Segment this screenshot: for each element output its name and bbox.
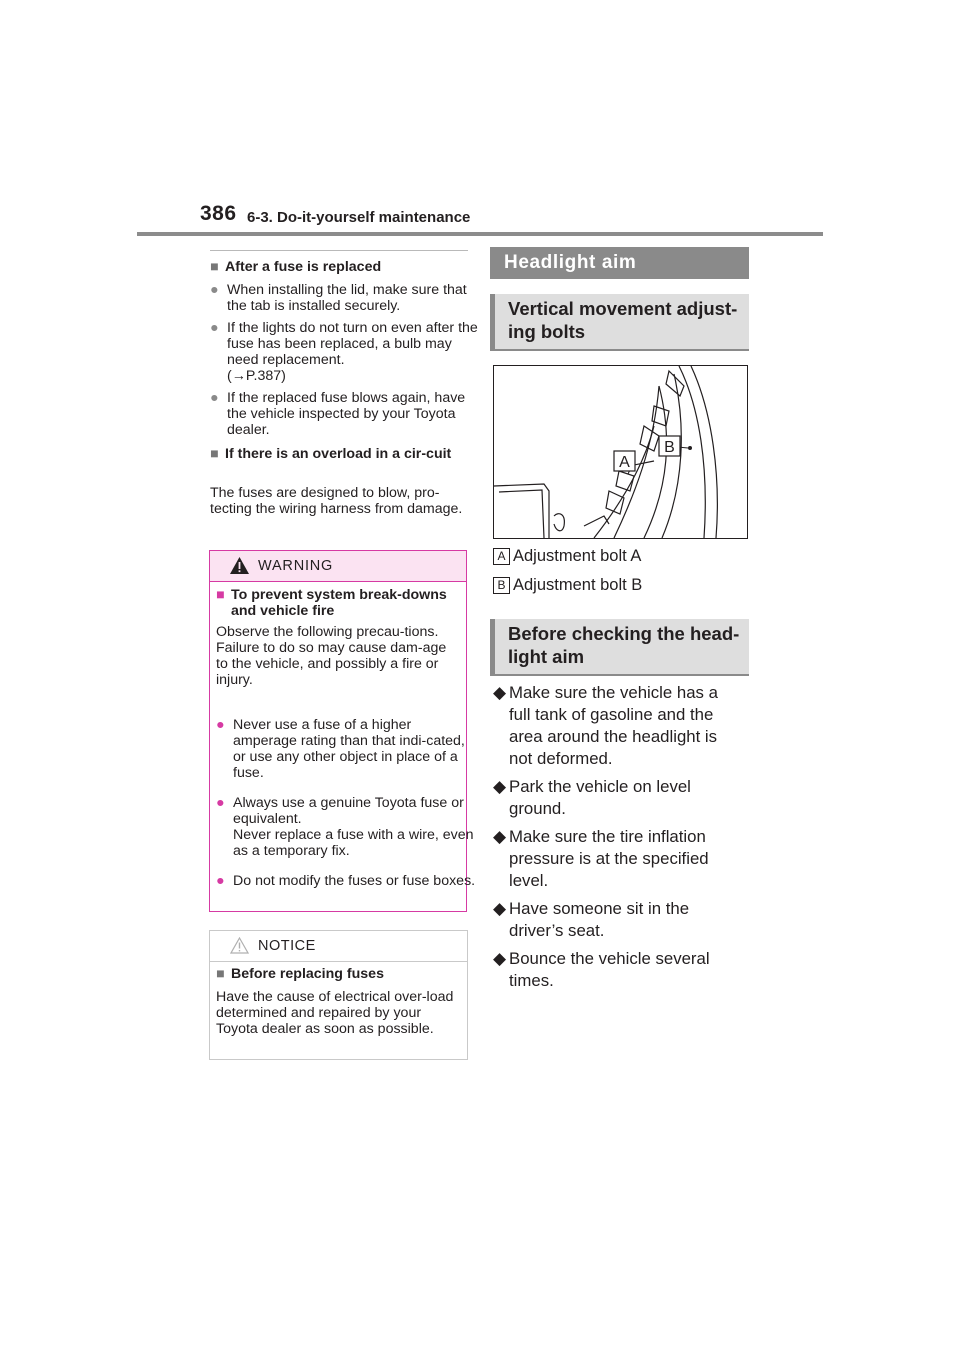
subheading-vertical-bolts: Vertical movement adjust-ing bolts [490,294,749,351]
square-bullet-icon: ■ [216,966,225,982]
section-heading-headlight-aim: Headlight aim [490,247,749,279]
headlight-illustration [493,365,748,539]
list-item: ◆ Park the vehicle on level ground. [493,777,691,818]
circle-bullet-icon: ● [216,795,225,811]
circle-bullet-icon: ● [210,320,219,336]
warning-list-item: ● Always use a genuine Toyota fuse or equivalent. Never replace a fuse with a wire, even as a temporary fix. [216,795,474,859]
page-number: 386 [200,202,237,225]
headlight-drawing [494,366,747,538]
warning-triangle-icon [230,557,249,574]
circle-bullet-icon: ● [210,390,219,406]
warning-heading: ■ To prevent system break-downs and vehicle fire [216,587,447,619]
svg-text:A: A [619,454,630,471]
warning-label: WARNING [258,558,334,574]
letter-b-box: B [493,577,510,594]
overload-text: The fuses are designed to blow, pro-tecting the wiring harness from damage. [210,485,463,517]
list-item: ◆ Have someone sit in the driver’s seat. [493,899,690,940]
section-title: 6-3. Do-it-yourself maintenance [247,209,471,226]
warning-intro: Observe the following precau-tions. Failure to do so may cause dam-age to the vehicle, and possibly a fire or injury. [216,624,447,688]
label-a-callout [614,451,635,471]
callout-b: B Adjustment bolt B [493,575,642,595]
heading-overload: ■ If there is an overload in a cir-cuit [210,446,452,462]
subheading-before-checking: Before checking the head-light aim [490,619,749,676]
diamond-bullet-icon: ◆ [493,777,506,796]
heading-after-fuse-replaced: ■ After a fuse is replaced [210,259,382,275]
notice-heading: ■ Before replacing fuses [216,966,384,982]
square-bullet-icon: ■ [210,446,219,462]
circle-bullet-icon: ● [216,717,225,733]
list-item: ◆ Make sure the vehicle has a full tank of gasoline and the area around the headlight is not deformed. [493,683,718,768]
warning-box [209,550,476,912]
square-bullet-icon: ■ [210,259,219,275]
notice-header [210,931,467,962]
notice-box [209,930,468,1060]
caution-triangle-icon [230,937,249,954]
header-rule [137,232,823,236]
diamond-bullet-icon: ◆ [493,899,506,918]
page-ref-arrow: (→ [227,368,246,384]
letter-a-box: A [493,548,510,565]
notice-label: NOTICE [258,938,316,954]
callout-a: A Adjustment bolt A [493,546,641,566]
list-item: ◆ Make sure the tire inflation pressure is at the specified level. [493,827,709,890]
top-divider [210,250,468,251]
circle-bullet-icon: ● [216,873,225,889]
diamond-bullet-icon: ◆ [493,949,506,968]
circle-bullet-icon: ● [210,282,219,298]
diamond-bullet-icon: ◆ [493,683,506,702]
list-item: ● If the replaced fuse blows again, have the vehicle inspected by your Toyota dealer. [210,390,466,438]
diamond-bullet-icon: ◆ [493,827,506,846]
page-ref-link[interactable]: P.387) [245,368,286,384]
list-item: ◆ Bounce the vehicle several times. [493,949,710,990]
notice-text: Have the cause of electrical over-load determined and repaired by your Toyota dealer as soon as possible. [216,989,454,1037]
warning-list-item: ● Never use a fuse of a higher amperage rating than that indi-cated, or use any other object in place of a fuse. [216,717,465,781]
list-item: ● If the lights do not turn on even after the fuse has been replaced, a bulb may need replacement. (→P.387) [210,320,478,384]
svg-text:B: B [664,439,675,456]
label-b-callout [659,436,680,456]
warning-header [210,551,466,582]
square-bullet-icon: ■ [216,587,225,603]
list-item: ● When installing the lid, make sure that the tab is installed securely. [210,282,467,314]
warning-list-item: ● Do not modify the fuses or fuse boxes. [216,873,476,889]
